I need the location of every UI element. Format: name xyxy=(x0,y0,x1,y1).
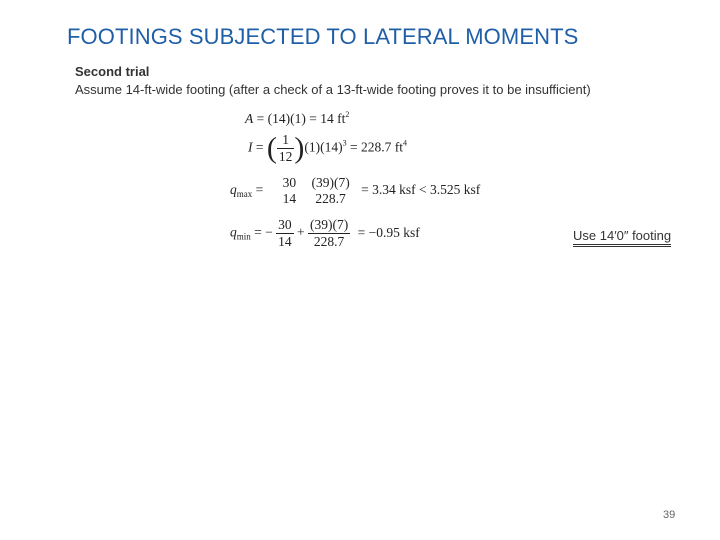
qmin-fraction-1 xyxy=(276,217,294,250)
equation-qmax xyxy=(230,175,480,207)
qmax-f2-num: (39)(7) xyxy=(311,175,350,190)
qmin-f1-den: 14 xyxy=(278,234,292,249)
qmin-operator: + xyxy=(297,224,305,240)
inertia-equals: = xyxy=(255,139,264,155)
area-expression: = (14)(1) = 14 ft xyxy=(256,111,346,126)
open-paren: ( xyxy=(266,131,277,165)
qmax-fraction-2 xyxy=(310,175,352,207)
equation-qmin xyxy=(230,217,420,250)
qmax-f2-den: 228.7 xyxy=(315,191,346,206)
assumption-text: Assume 14-ft-wide footing (after a check of a 13-ft-wide footing proves it to be insufficient) xyxy=(75,82,591,97)
area-exponent: 2 xyxy=(345,110,350,119)
inertia-mid: (1)(14) xyxy=(304,139,343,155)
qmin-fraction-2 xyxy=(308,217,350,250)
qmin-subscript: min xyxy=(236,231,251,242)
inertia-fraction xyxy=(277,132,295,165)
inertia-frac-num: 1 xyxy=(282,132,289,147)
inertia-frac-den: 12 xyxy=(278,149,293,164)
qmax-fraction-1 xyxy=(281,175,299,207)
use-footing-note: Use 14′0″ footing xyxy=(573,228,671,247)
inertia-mid-exp: 3 xyxy=(342,138,347,148)
qmax-equals: = xyxy=(255,182,264,198)
equation-area xyxy=(245,110,349,127)
qmax-f1-den: 14 xyxy=(282,191,297,206)
qmin-equals: = − xyxy=(254,224,273,240)
qmin-result: = −0.95 ksf xyxy=(357,224,420,240)
inertia-result: = 228.7 ft xyxy=(346,139,403,155)
area-symbol: A xyxy=(245,111,254,126)
inertia-result-exp: 4 xyxy=(402,138,407,148)
qmin-symbol: q xyxy=(230,224,237,240)
qmax-f1-num: 30 xyxy=(282,175,297,190)
close-paren: ) xyxy=(294,131,305,165)
qmin-f2-den: 228.7 xyxy=(308,233,350,250)
slide-title: FOOTINGS SUBJECTED TO LATERAL MOMENTS xyxy=(67,24,579,49)
inertia-symbol: I xyxy=(248,139,253,155)
qmax-subscript: max xyxy=(236,189,253,200)
page-number: 39 xyxy=(663,509,676,521)
qmin-f1-num: 30 xyxy=(278,217,292,232)
qmin-f2-num: (39)(7) xyxy=(310,217,349,232)
section-heading: Second trial xyxy=(75,64,150,79)
qmax-symbol: q xyxy=(230,182,237,198)
equation-inertia xyxy=(248,132,407,165)
qmax-result: = 3.34 ksf < 3.525 ksf xyxy=(361,182,481,198)
